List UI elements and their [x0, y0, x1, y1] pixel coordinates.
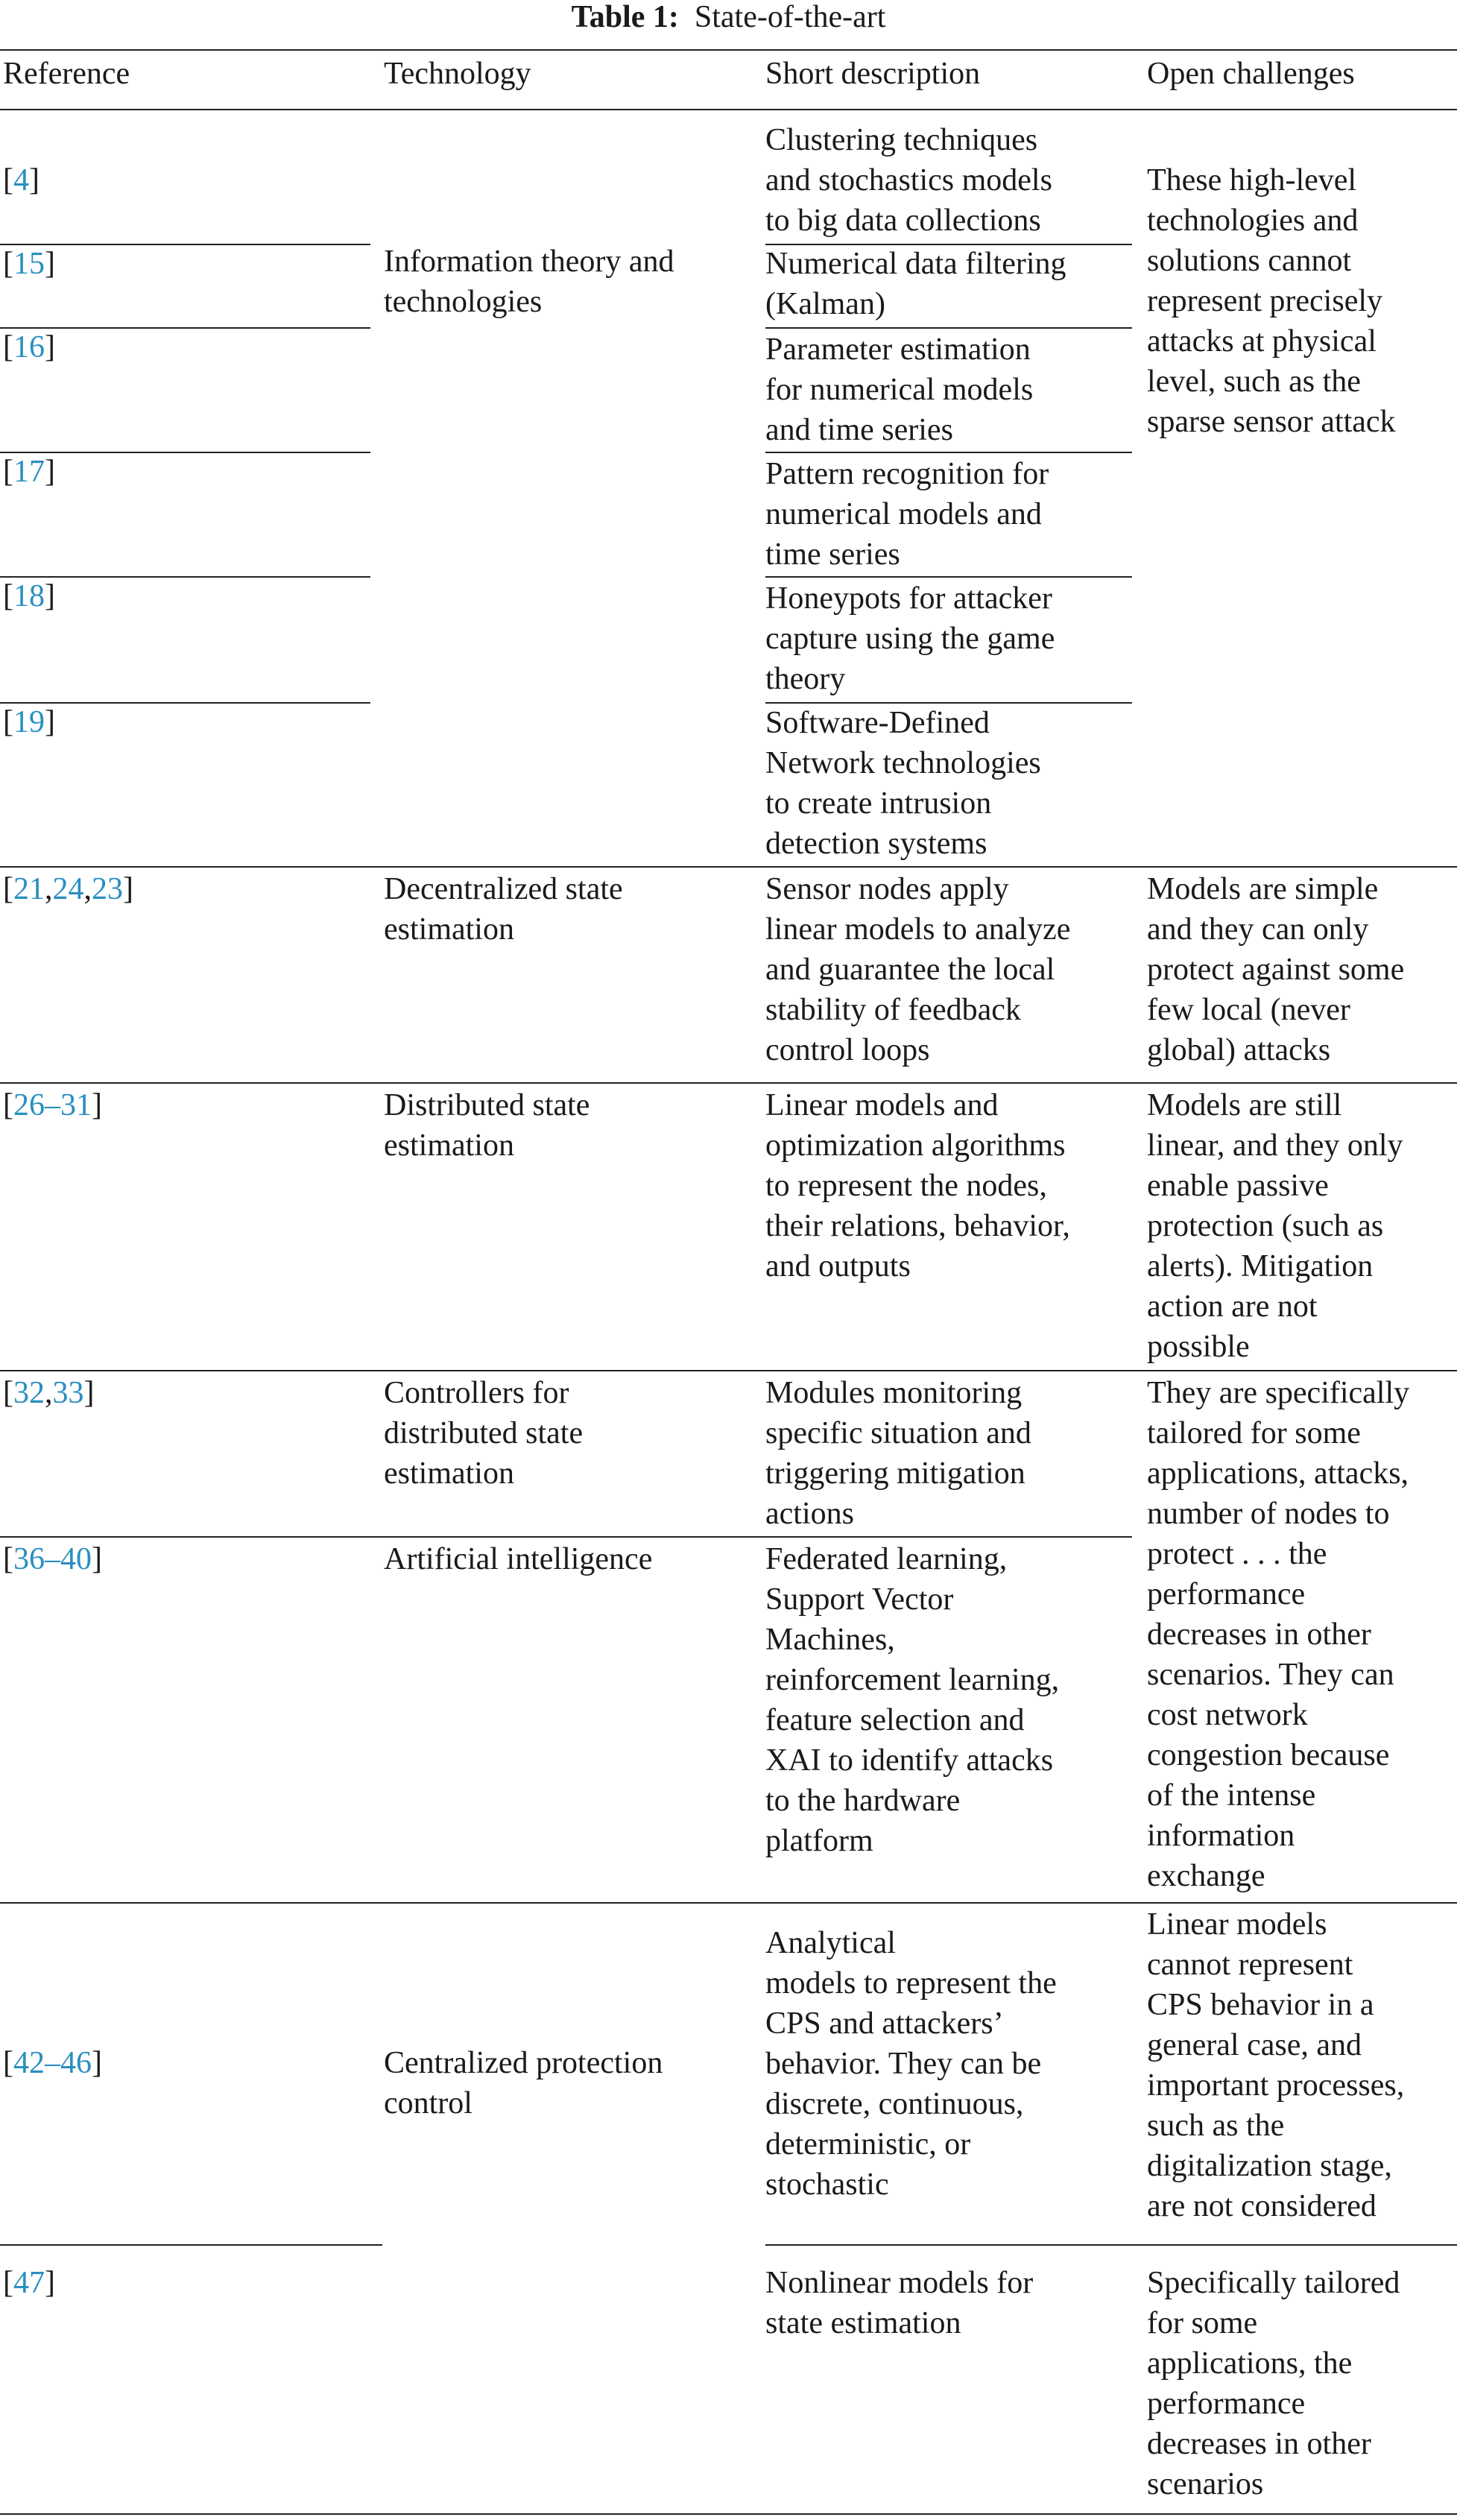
caption-label: Table 1:: [571, 0, 679, 34]
citation-link[interactable]: 19: [13, 705, 45, 739]
description-cell: Honeypots for attacker capture using the game theory: [765, 581, 1055, 696]
ref-cell: [19]: [3, 705, 55, 739]
table-caption: [0, 0, 1457, 37]
description-cell: Federated learning, Support Vector Machines, reinforcement learning, feature selection and XAI to identify attacks to the hardware platform: [765, 1542, 1060, 1858]
citation-link[interactable]: 36–40: [13, 1542, 92, 1576]
ref-cell: [42–46]: [3, 2046, 102, 2080]
rule-row-3: [0, 1082, 1457, 1084]
rule-ref-4: [0, 576, 370, 578]
header-short-description: Short description: [765, 57, 981, 91]
rule-header: [0, 109, 1457, 110]
citation-link[interactable]: 24: [52, 872, 84, 906]
ref-cell: [47]: [3, 2266, 55, 2300]
citation-link[interactable]: 23: [92, 872, 123, 906]
challenges-cell: Linear models cannot represent CPS behavior in a general case, and important processes, such as the digitalization stage, are not considered: [1147, 1907, 1405, 2223]
challenges-cell: These high-level technologies and solutions cannot represent precisely attacks at physical level, such as the sparse sensor attack: [1147, 163, 1396, 439]
citation-link[interactable]: 33: [52, 1376, 84, 1410]
description-cell: Pattern recognition for numerical models and time series: [765, 457, 1049, 572]
technology-cell: Information theory and technologies: [384, 244, 674, 319]
challenges-cell: Models are still linear, and they only enable passive protection (such as alerts). Mitigation action are not possible: [1147, 1088, 1403, 1364]
rule-row-2: [0, 866, 1457, 868]
rule-row-4: [0, 1370, 1457, 1371]
technology-cell: Distributed state estimation: [384, 1088, 590, 1163]
ref-cell: [17]: [3, 455, 55, 489]
citation-link[interactable]: 16: [13, 330, 45, 364]
ref-cell: [26–31]: [3, 1088, 102, 1122]
header-reference: Reference: [3, 57, 130, 91]
description-cell: Modules monitoring specific situation and triggering mitigation actions: [765, 1376, 1031, 1531]
citation-link[interactable]: 15: [13, 247, 45, 281]
ref-cell: [21,24,23]: [3, 872, 133, 906]
citation-link[interactable]: 21: [13, 872, 45, 906]
technology-cell: Centralized protection control: [384, 2046, 663, 2120]
header-technology: Technology: [384, 57, 531, 91]
technology-cell: Controllers for distributed state estimation: [384, 1376, 584, 1491]
rule-ref-6: [0, 2244, 382, 2246]
citation-link[interactable]: 18: [13, 579, 45, 613]
citation-link[interactable]: 32: [13, 1376, 45, 1410]
rule-desc-4: [765, 576, 1132, 578]
challenges-cell: Models are simple and they can only protect against some few local (never global) attacks: [1147, 872, 1405, 1067]
citation-link[interactable]: 4: [13, 163, 29, 198]
technology-cell: Decentralized state estimation: [384, 872, 623, 947]
citation-link[interactable]: 26–31: [13, 1088, 92, 1122]
ref-cell: [4]: [3, 163, 39, 198]
citation-link[interactable]: 47: [13, 2266, 45, 2300]
ref-cell: [16]: [3, 330, 55, 364]
technology-cell: Artificial intelligence: [384, 1542, 653, 1576]
rule-top: [0, 49, 1457, 51]
citation-link[interactable]: 42–46: [13, 2046, 92, 2080]
description-cell: Software-Defined Network technologies to create intrusion detection systems: [765, 706, 1041, 861]
rule-row-5: [0, 1536, 1132, 1538]
rule-ref-5: [0, 702, 370, 704]
rule-ref-2: [0, 327, 370, 329]
description-cell: Nonlinear models for state estimation: [765, 2266, 1034, 2340]
ref-cell: [32,33]: [3, 1376, 95, 1410]
rule-bottom: [0, 2513, 1457, 2515]
description-cell: Numerical data filtering (Kalman): [765, 247, 1066, 321]
ref-cell: [36–40]: [3, 1542, 102, 1576]
caption-text: State-of-the-art: [694, 0, 886, 34]
ref-cell: [18]: [3, 579, 55, 613]
rule-desc-6: [765, 2244, 1457, 2246]
description-cell: Analytical models to represent the CPS and attackers’ behavior. They can be discrete, continuous, deterministic, or stochastic: [765, 1926, 1057, 2202]
description-cell: Clustering techniques and stochastics models to big data collections: [765, 123, 1052, 238]
rule-ref-3: [0, 452, 370, 453]
rule-desc-3: [765, 452, 1132, 453]
description-cell: Linear models and optimization algorithms to represent the nodes, their relations, behavior, and outputs: [765, 1088, 1070, 1283]
challenges-cell: Specifically tailored for some applications, the performance decreases in other scenarios: [1147, 2266, 1400, 2501]
rule-desc-2: [765, 327, 1132, 329]
header-open-challenges: Open challenges: [1147, 57, 1355, 91]
rule-ref-1: [0, 244, 370, 245]
citation-link[interactable]: 17: [13, 455, 45, 489]
description-cell: Parameter estimation for numerical models and time series: [765, 332, 1034, 447]
rule-row-6: [0, 1902, 1457, 1904]
ref-cell: [15]: [3, 247, 55, 281]
description-cell: Sensor nodes apply linear models to analyze and guarantee the local stability of feedback control loops: [765, 872, 1071, 1067]
challenges-cell: They are specifically tailored for some applications, attacks, number of nodes to protect . . . the performance decreases in other scenarios. They can cost network congestion because of the intense information exchange: [1147, 1376, 1410, 1893]
